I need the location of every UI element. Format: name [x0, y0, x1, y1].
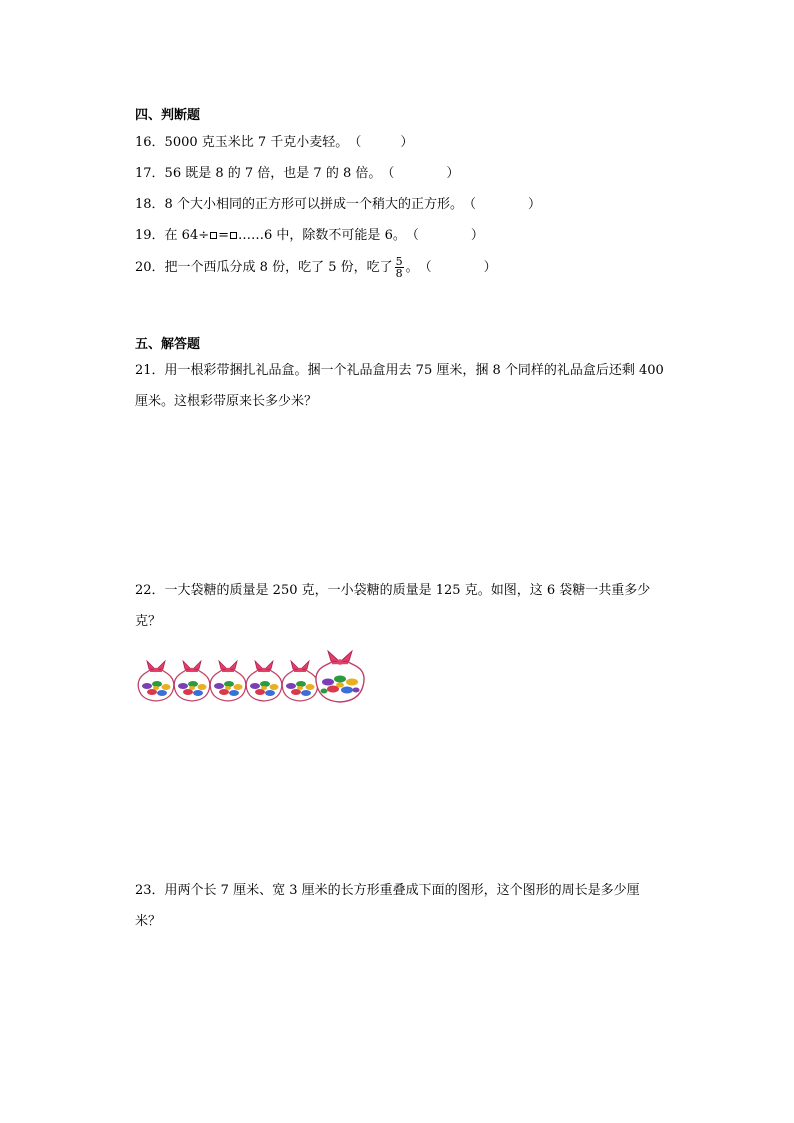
small-bag-icon — [246, 661, 282, 701]
question-20-blank[interactable]: （ ） — [418, 260, 497, 275]
question-23-line-2: 米？ — [135, 914, 162, 929]
question-16-text: 5000 克玉米比 7 千克小麦轻。 — [164, 135, 349, 150]
question-20-tail: 。 — [405, 260, 419, 275]
question-17-number: 17． — [135, 166, 165, 181]
question-19-text-c: ……6 中，除数不可能是 6。 — [238, 228, 406, 243]
question-18-blank[interactable]: （ ） — [462, 197, 541, 212]
question-19-number: 19． — [135, 228, 165, 243]
question-19-text-b: = — [218, 228, 230, 243]
question-23-line-1: 23．用两个长 7 厘米、宽 3 厘米的长方形重叠成下面的图形，这个图形的周长是多少厘 — [135, 883, 640, 898]
small-bag-icon — [210, 661, 246, 701]
section-4-title: 四、判断题 — [135, 108, 201, 123]
question-20-number: 20． — [135, 260, 165, 275]
question-21-line-2: 厘米。这根彩带原来长多少米？ — [135, 394, 318, 409]
question-19-blank[interactable]: （ ） — [405, 228, 484, 243]
question-18 — [135, 193, 541, 212]
question-17 — [135, 162, 459, 181]
box-placeholder-icon — [210, 232, 217, 239]
question-20-text: 把一个西瓜分成 8 份，吃了 5 份，吃了 — [164, 260, 393, 275]
section-5-title: 五、解答题 — [135, 337, 201, 352]
question-18-text: 8 个大小相同的正方形可以拼成一个稍大的正方形。 — [164, 197, 463, 212]
question-22-line-1: 22．一大袋糖的质量是 250 克，一小袋糖的质量是 125 克。如图，这 6 袋糖一共重多少 — [135, 583, 651, 598]
question-16-number: 16． — [135, 135, 165, 150]
question-16 — [135, 131, 413, 150]
big-bag-icon — [316, 651, 364, 702]
candy-bags-figure — [136, 648, 372, 704]
fraction-denominator: 8 — [395, 267, 403, 280]
question-16-blank[interactable]: （ ） — [348, 135, 414, 150]
question-22-line-2: 克？ — [135, 614, 162, 629]
box-placeholder-icon — [230, 232, 237, 239]
question-17-blank[interactable]: （ ） — [381, 166, 460, 181]
small-bag-icon — [282, 661, 318, 701]
question-18-number: 18． — [135, 197, 165, 212]
small-bag-icon — [138, 661, 174, 701]
fraction — [395, 256, 404, 279]
fraction-numerator: 5 — [395, 255, 403, 268]
question-20 — [135, 256, 497, 279]
question-21-line-1: 21．用一根彩带捆扎礼品盒。捆一个礼品盒用去 75 厘米，捆 8 个同样的礼品盒后还剩 400 — [135, 363, 664, 378]
question-19 — [135, 224, 484, 243]
question-17-text: 56 既是 8 的 7 倍，也是 7 的 8 倍。 — [164, 166, 382, 181]
question-19-text-a: 在 64÷ — [164, 228, 210, 243]
small-bag-icon — [174, 661, 210, 701]
